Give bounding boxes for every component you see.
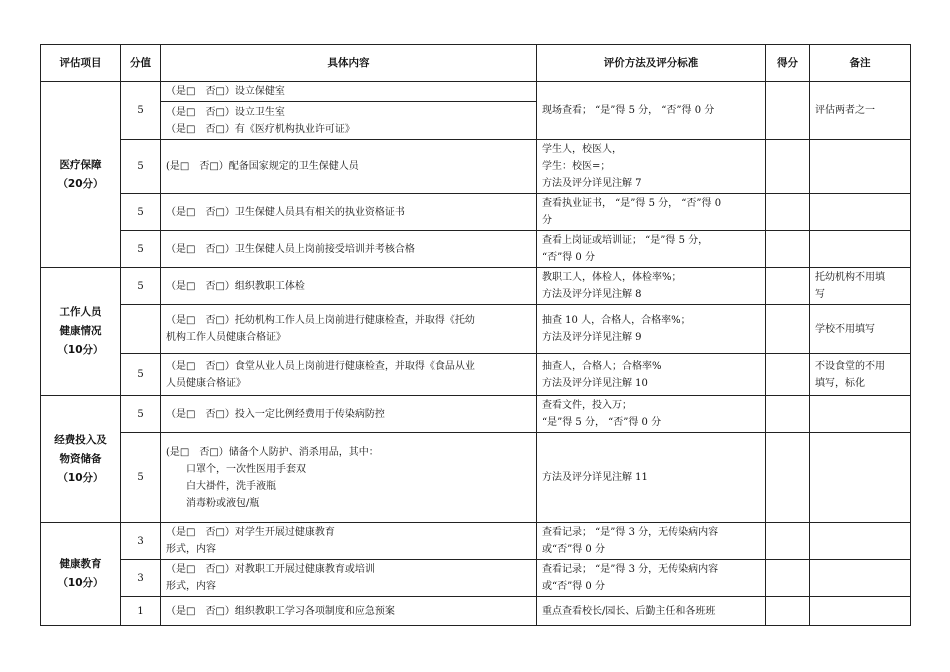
text-line: （是□ 否□）设立卫生室 — [166, 107, 285, 118]
text-line: 查看记录； “是”得 3 分，无传染病内容 — [542, 527, 719, 538]
got-cell — [766, 354, 810, 396]
table-row — [41, 82, 911, 140]
table-body — [41, 82, 911, 626]
content-cell — [161, 82, 537, 140]
header-score: 分值 — [121, 45, 161, 82]
text-line: 人员健康合格证》 — [166, 377, 246, 389]
category-cell — [41, 82, 121, 268]
text-line: （20分） — [57, 177, 104, 190]
remark-cell — [810, 194, 911, 231]
text-line: （是□ 否□）食堂从业人员上岗前进行健康检查，并取得《食品从业 — [166, 360, 475, 372]
score-cell: 1 — [121, 597, 161, 626]
text-line: “是”得 5 分， “否”得 0 分 — [542, 417, 662, 428]
header-got: 得分 — [766, 45, 810, 82]
text-line: 不设食堂的不用 — [815, 360, 885, 372]
score-cell: 5 — [121, 194, 161, 231]
text-line: 评估两者之一 — [815, 105, 875, 116]
method-cell — [537, 523, 766, 560]
method-cell — [537, 231, 766, 268]
method-cell — [537, 194, 766, 231]
text-line: 教职工人，体检人，体检率%； — [542, 272, 682, 283]
text-line: 重点查看校长/园长、后勤主任和各班班 — [542, 605, 716, 617]
score-cell: 5 — [121, 354, 161, 396]
method-cell — [537, 305, 766, 354]
text-line: （是□ 否□）卫生保健人员上岗前接受培训并考核合格 — [166, 243, 415, 255]
table-row — [41, 560, 911, 597]
content-cell — [161, 597, 537, 626]
got-cell — [766, 194, 810, 231]
score-cell: 5 — [121, 268, 161, 305]
remark-cell — [810, 268, 911, 305]
content-cell — [161, 396, 537, 433]
header-remark: 备注 — [810, 45, 911, 82]
text-line: 或“否”得 0 分 — [542, 544, 605, 555]
header-content: 具体内容 — [161, 45, 537, 82]
remark-cell — [810, 354, 911, 396]
table-row — [41, 597, 911, 626]
content-cell — [161, 433, 537, 523]
text-line: 机构工作人员健康合格证》 — [166, 332, 286, 343]
evaluation-table — [40, 44, 911, 626]
text-line: 抽查 10 人，合格人，合格率%； — [542, 315, 691, 326]
got-cell — [766, 433, 810, 523]
score-cell — [121, 305, 161, 354]
text-line: 查看执业证书， “是”得 5 分， “否”得 0 — [542, 198, 722, 209]
text-line: 写 — [815, 289, 825, 300]
table-row — [41, 268, 911, 305]
text-line: （是□ 否□）组织教职工体检 — [166, 280, 305, 292]
content-cell — [161, 231, 537, 268]
text-line: 学生人，校医人， — [542, 144, 622, 155]
got-cell — [766, 268, 810, 305]
got-cell — [766, 305, 810, 354]
text-line: 方法及评分详见注解 8 — [542, 289, 642, 300]
content-cell — [161, 194, 537, 231]
header-item: 评估项目 — [41, 45, 121, 82]
text-line: （是□ 否□）设立保健室 — [166, 86, 285, 97]
text-line: “否”得 0 分 — [542, 252, 595, 263]
table-row — [41, 523, 911, 560]
text-line: (是□ 否□）储备个人防护、消杀用品，其中： — [166, 446, 379, 458]
remark-cell — [810, 433, 911, 523]
table-row — [41, 433, 911, 523]
got-cell — [766, 231, 810, 268]
text-line: （是□ 否□）组织教职工学习各项制度和应急预案 — [166, 605, 395, 617]
method-cell — [537, 433, 766, 523]
content-sub-block — [161, 101, 536, 138]
score-cell: 3 — [121, 523, 161, 560]
text-line: 学校不用填写 — [815, 323, 875, 335]
text-line: (是□ 否□）配备国家规定的卫生保健人员 — [166, 161, 359, 172]
text-line: （是□ 否□）对教职工开展过健康教育或培训 — [166, 564, 375, 575]
text-line: 学生：校医=； — [542, 161, 611, 172]
method-cell — [537, 354, 766, 396]
got-cell — [766, 140, 810, 194]
table-row — [41, 354, 911, 396]
table-row — [41, 231, 911, 268]
table-row — [41, 140, 911, 194]
content-cell — [161, 305, 537, 354]
text-line: 工作人员 — [59, 306, 102, 318]
text-line: 分 — [542, 215, 552, 226]
score-cell: 5 — [121, 396, 161, 433]
score-cell: 5 — [121, 433, 161, 523]
remark-cell — [810, 396, 911, 433]
text-line: 口罩个，一次性医用手套双 — [186, 463, 306, 475]
text-line: 方法及评分详见注解 11 — [542, 472, 648, 483]
remark-cell — [810, 140, 911, 194]
text-line: 查看文件，投入万； — [542, 400, 632, 411]
text-line: 方法及评分详见注解 7 — [542, 178, 642, 189]
score-cell: 5 — [121, 140, 161, 194]
score-cell: 3 — [121, 560, 161, 597]
content-cell — [161, 268, 537, 305]
text-line: 托幼机构不用填 — [815, 272, 885, 283]
got-cell — [766, 82, 810, 140]
text-line: 形式，内容 — [166, 544, 216, 555]
text-line: 方法及评分详见注解 9 — [542, 332, 642, 343]
text-line: 消毒粉或液包/瓶 — [186, 497, 260, 509]
text-line: 健康情况 — [59, 325, 102, 337]
text-line: （10分） — [57, 471, 104, 484]
table-row — [41, 194, 911, 231]
score-cell: 5 — [121, 82, 161, 140]
text-line: 形式，内容 — [166, 581, 216, 592]
content-cell — [161, 140, 537, 194]
text-line: 现场查看； “是”得 5 分， “否”得 0 分 — [542, 105, 715, 116]
text-line: 抽查人，合格人；合格率% — [542, 360, 662, 372]
text-line: （是□ 否□）托幼机构工作人员上岗前进行健康检查，并取得《托幼 — [166, 315, 475, 326]
header-method: 评价方法及评分标准 — [537, 45, 766, 82]
content-cell — [161, 523, 537, 560]
text-line: （是□ 否□）卫生保健人员具有相关的执业资格证书 — [166, 206, 405, 218]
text-line: 经费投入及 — [54, 433, 107, 446]
text-line: 方法及评分详见注解 10 — [542, 377, 648, 389]
remark-cell — [810, 597, 911, 626]
content-cell — [161, 560, 537, 597]
text-line: （是□ 否□）投入一定比例经费用于传染病防控 — [166, 408, 385, 420]
remark-cell — [810, 231, 911, 268]
remark-cell — [810, 560, 911, 597]
text-line: 查看上岗证或培训证； “是”得 5 分， — [542, 235, 709, 246]
method-cell — [537, 560, 766, 597]
text-line: 填写，标化 — [815, 377, 865, 389]
method-cell — [537, 268, 766, 305]
category-cell — [41, 268, 121, 396]
remark-cell — [810, 523, 911, 560]
method-cell — [537, 140, 766, 194]
content-cell — [161, 354, 537, 396]
header-row — [41, 45, 911, 82]
table-row — [41, 396, 911, 433]
got-cell — [766, 523, 810, 560]
got-cell — [766, 597, 810, 626]
text-line: 物资储备 — [59, 452, 102, 465]
remark-cell — [810, 82, 911, 140]
method-cell — [537, 396, 766, 433]
remark-cell — [810, 305, 911, 354]
method-cell — [537, 597, 766, 626]
text-line: （是□ 否□）有《医疗机构执业许可证》 — [166, 124, 355, 135]
text-line: 健康教育 — [59, 558, 102, 570]
text-line: 查看记录； “是”得 3 分，无传染病内容 — [542, 564, 719, 575]
score-cell: 5 — [121, 231, 161, 268]
text-line: 或“否”得 0 分 — [542, 581, 605, 592]
text-line: （10分） — [57, 577, 104, 589]
got-cell — [766, 560, 810, 597]
text-line: （10分） — [57, 344, 104, 356]
text-line: （是□ 否□）对学生开展过健康教育 — [166, 527, 335, 538]
category-cell — [41, 523, 121, 626]
category-cell — [41, 396, 121, 523]
got-cell — [766, 396, 810, 433]
text-line: 医疗保障 — [59, 158, 102, 171]
table-row — [41, 305, 911, 354]
text-line: 白大褂件，洗手液瓶 — [186, 480, 276, 492]
method-cell — [537, 82, 766, 140]
